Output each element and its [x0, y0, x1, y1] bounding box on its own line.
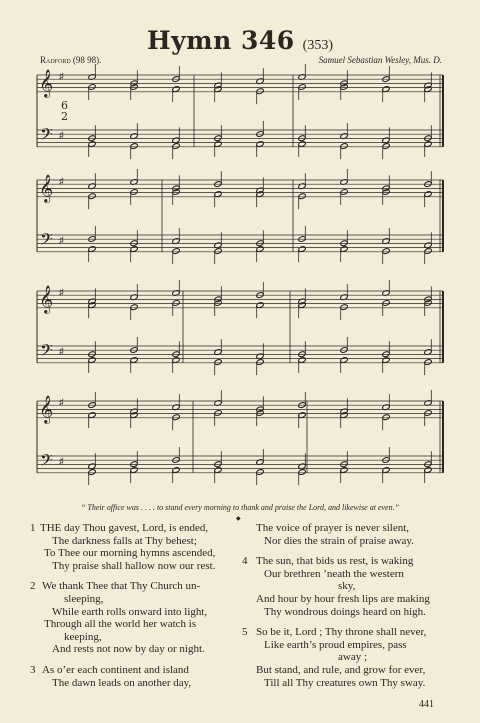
time-sig-top: 6 [61, 99, 68, 112]
treble-clef: 𝄞 [39, 285, 54, 313]
sharp-sign: ♯ [59, 71, 64, 81]
time-sig-bottom: 2 [61, 110, 68, 123]
verses-left-column [30, 522, 266, 689]
verse-1 [30, 522, 266, 572]
verse-line: THE day Thou gavest, Lord, is ended, [40, 522, 209, 534]
verse-line: Like earth’s proud empires, pass [264, 638, 407, 651]
verse-line: Nor dies the strain of praise away. [264, 534, 414, 547]
verse-line: We thank Thee that Thy Church un- [42, 580, 201, 593]
verse-2 [30, 580, 266, 656]
verse-line: keeping, [64, 630, 102, 643]
verse-line: The darkness falls at Thy behest; [52, 534, 197, 547]
verse-line: But stand, and rule, and grow for ever, [256, 663, 426, 676]
sharp-sign: ♯ [59, 456, 64, 466]
bass-clef: 𝄢 [40, 124, 53, 148]
verse-number: 5 [242, 626, 248, 639]
verse-3 [30, 664, 266, 689]
tune-name: Radford (98 98). [40, 55, 102, 65]
score-systems [37, 64, 443, 485]
verse-line: sleeping, [64, 592, 104, 605]
sharp-sign: ♯ [59, 397, 64, 407]
verse-line: While earth rolls onward into light, [52, 605, 208, 618]
sharp-sign: ♯ [59, 287, 64, 297]
verse-line: The dawn leads on another day, [52, 676, 192, 689]
sharp-sign: ♯ [59, 235, 64, 245]
verse-line: Through all the world her watch is [44, 618, 197, 631]
sharp-sign: ♯ [59, 130, 64, 140]
verse-5 [242, 626, 452, 689]
verse-line: sky, [338, 580, 356, 593]
verse-line: So be it, Lord ; Thy throne shall never, [256, 626, 427, 639]
composer-name: Samuel Sebastian Wesley, Mus. D. [318, 55, 442, 65]
verse-number: 2 [30, 580, 36, 593]
ornament: ◆ [236, 516, 241, 522]
hymn-title: Hymn 346 [147, 26, 295, 55]
verse-3-continued [242, 522, 452, 547]
verse-line: Our brethren ’neath the western [264, 567, 404, 580]
verse-number: 3 [30, 663, 36, 676]
verse-4 [242, 555, 452, 618]
treble-clef: 𝄞 [39, 395, 54, 423]
bass-clef: 𝄢 [40, 450, 53, 474]
verse-number: 1 [30, 522, 36, 534]
verse-line: Thy praise shall hallow now our rest. [52, 559, 216, 572]
verse-line: away ; [338, 651, 368, 664]
sharp-sign: ♯ [59, 176, 64, 186]
verse-number: 4 [242, 555, 248, 568]
sharp-sign: ♯ [59, 346, 64, 356]
verse-line: And hour by hour fresh lips are making [256, 592, 430, 605]
verses-right-column [242, 522, 452, 689]
verse-line: The sun, that bids us rest, is waking [256, 555, 414, 568]
treble-clef: 𝄞 [39, 174, 54, 202]
verse-line: Thy wondrous doings heard on high. [264, 605, 426, 618]
bass-clef: 𝄢 [40, 340, 53, 364]
treble-clef: 𝄞 [39, 69, 54, 97]
verse-line: As o’er each continent and island [42, 663, 189, 676]
epigraph: “ Their office was . . . . to stand every morning to thank and praise the Lord, and likewise at even.” [80, 503, 400, 512]
verse-line: The voice of prayer is never silent, [256, 522, 410, 534]
verse-line: To Thee our morning hymns ascended, [44, 547, 216, 560]
verse-line: And rests not now by day or night. [52, 643, 205, 656]
page-number: 441 [419, 699, 434, 710]
hymn-alt-number: (353) [302, 38, 333, 53]
verse-line: Till all Thy creatures own Thy sway. [264, 676, 426, 689]
bass-clef: 𝄢 [40, 229, 53, 253]
